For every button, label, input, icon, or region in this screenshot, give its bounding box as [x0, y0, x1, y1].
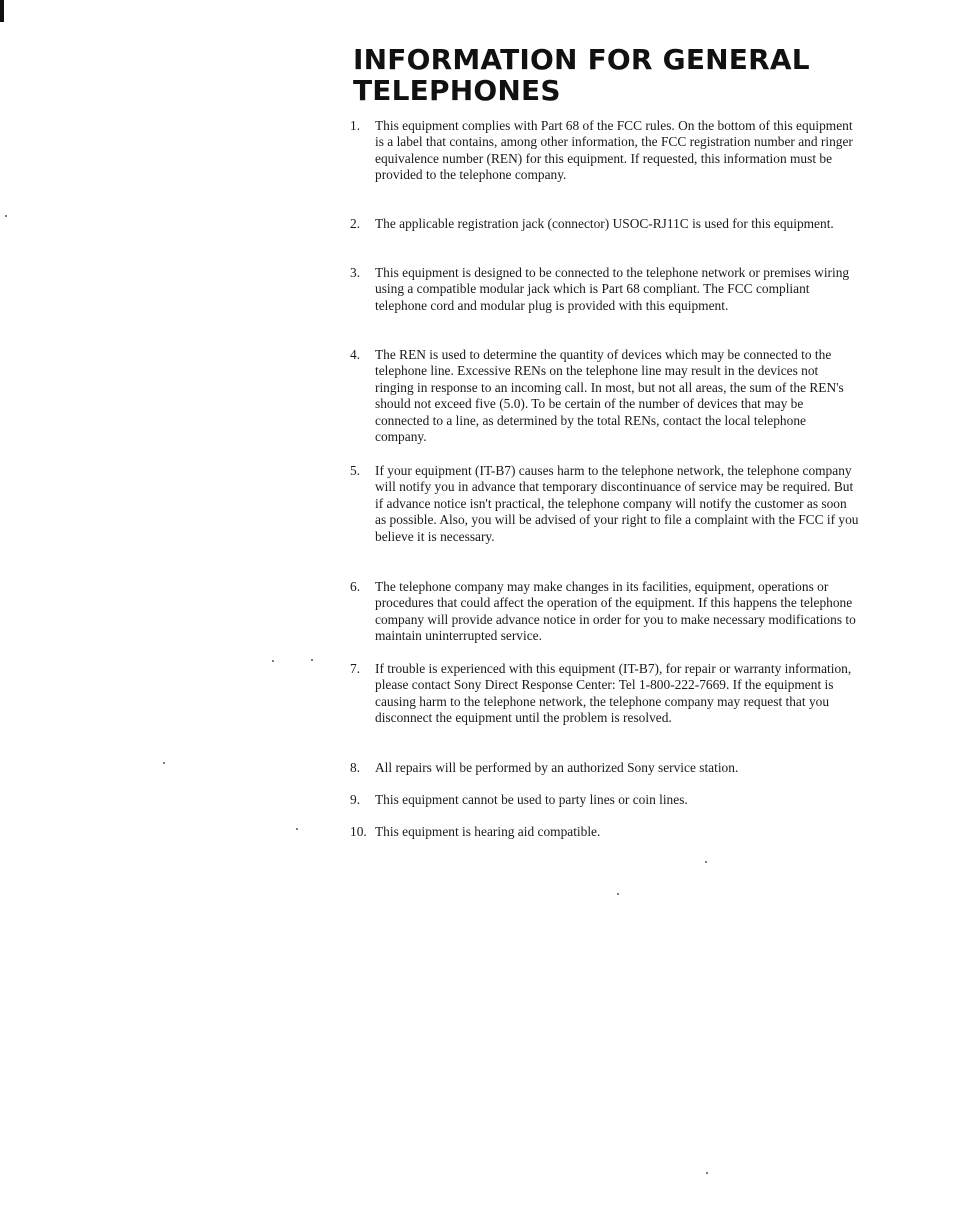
list-item	[350, 118, 860, 184]
scan-speckle	[272, 660, 274, 662]
item-number: 1.	[350, 118, 361, 133]
list-item	[350, 661, 860, 727]
scan-speckle	[705, 861, 707, 863]
list-item	[350, 347, 860, 445]
list-item	[350, 824, 860, 840]
item-text: All repairs will be performed by an authorized Sony service station.	[375, 760, 739, 775]
page-title: INFORMATION FOR GENERAL TELEPHONES	[353, 43, 810, 107]
item-text: The REN is used to determine the quantity of devices which may be connected to the telephone line. Excessive RENs on the telephone line may result in the devices not ringing in response to an incoming call. In most, but not all areas, the sum of the REN's should not exceed five (5.0). To be certain of the number of devices that may be connected to a line, as determined by the total RENs, contact the local telephone company.	[375, 347, 844, 445]
item-text: The applicable registration jack (connector) USOC-RJ11C is used for this equipment.	[375, 216, 834, 231]
list-item	[350, 792, 860, 808]
scan-speckle	[163, 762, 165, 764]
list-item	[350, 760, 860, 776]
item-number: 4.	[350, 347, 361, 362]
list-item	[350, 216, 860, 232]
scan-speckle	[296, 828, 298, 830]
item-text: If trouble is experienced with this equipment (IT-B7), for repair or warranty information, please contact Sony Direct Response Center: Tel 1-800-222-7669. If the equipment is causing harm to the telephone network, the telephone company may request that you disconnect the equipment until the problem is resolved.	[375, 661, 852, 726]
item-number: 7.	[350, 661, 361, 676]
item-text: This equipment cannot be used to party lines or coin lines.	[375, 792, 688, 807]
item-number: 3.	[350, 265, 361, 280]
list-item	[350, 463, 860, 545]
item-number: 10.	[350, 824, 367, 839]
item-text: This equipment is hearing aid compatible.	[375, 824, 601, 839]
item-number: 5.	[350, 463, 361, 478]
item-text: If your equipment (IT-B7) causes harm to the telephone network, the telephone company will notify you in advance that temporary discontinuance of service may be required. But if advance notice isn't practical, the telephone company will notify the customer as soon as possible. Also, you will be advised of your right to file a complaint with the FCC if you believe it is necessary.	[375, 463, 859, 544]
item-number: 6.	[350, 579, 361, 594]
scan-speckle	[706, 1172, 708, 1174]
scan-speckle	[617, 893, 619, 895]
scan-speckle	[311, 659, 313, 661]
list-item	[350, 265, 860, 314]
item-number: 2.	[350, 216, 361, 231]
list-item	[350, 579, 860, 645]
scan-speckle	[5, 215, 7, 217]
item-number: 9.	[350, 792, 361, 807]
item-number: 8.	[350, 760, 361, 775]
item-text: The telephone company may make changes in its facilities, equipment, operations or procedures that could affect the operation of the equipment. If this happens the telephone company will provide advance notice in order for you to make necessary modifications to maintain uninterrupted service.	[375, 579, 856, 644]
item-text: This equipment complies with Part 68 of the FCC rules. On the bottom of this equipment is a label that contains, among other information, the FCC registration number and ringer equivalence number (REN) for this equipment. If requested, this information must be provided to the telephone company.	[375, 118, 853, 183]
scan-edge-mark	[0, 0, 4, 22]
item-text: This equipment is designed to be connected to the telephone network or premises wiring using a compatible modular jack which is Part 68 compliant. The FCC compliant telephone cord and modular plug is provided with this equipment.	[375, 265, 850, 313]
